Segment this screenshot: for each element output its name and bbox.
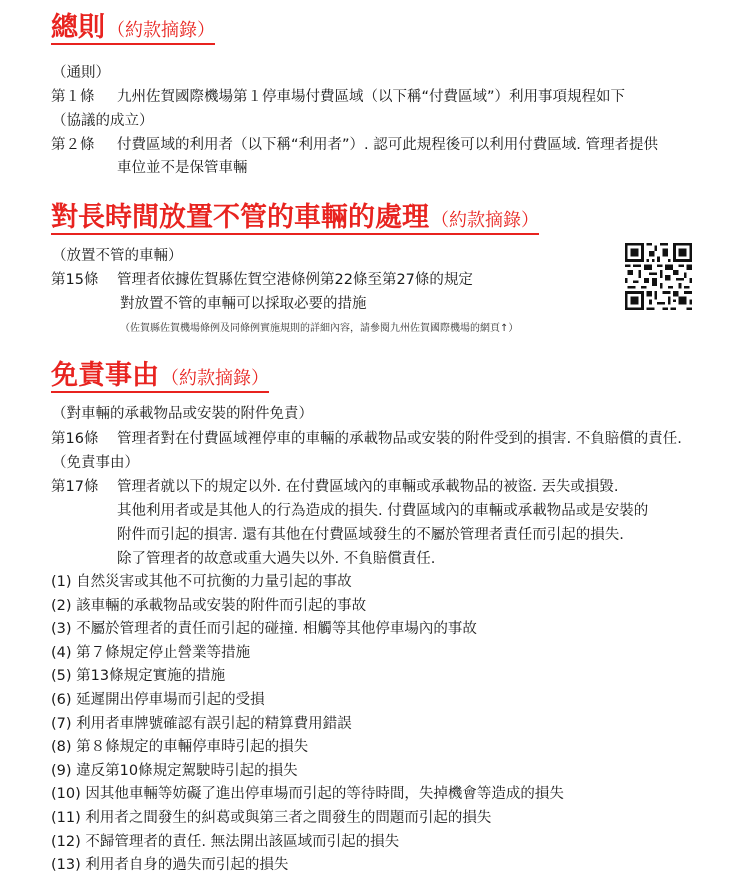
section-heading-abandoned-vehicles [51, 204, 539, 235]
article-continuation: 其他利用者或是其他人的行為造成的損失. 付費區域內的車輛或承載物品或是安裝的 [117, 503, 649, 519]
exemption-item: (1) 自然災害或其他不可抗衡的力量引起的事故 [51, 574, 352, 590]
exemption-item: (10) 因其他車輛等妨礙了進出停車場而引起的等待時間，失掉機會等造成的損失 [51, 786, 564, 803]
article-continuation: 附件而引起的損害. 還有其他在付費區域發生的不屬於管理者責任而引起的損失. [117, 527, 624, 543]
article-number: 第16條 [51, 431, 99, 447]
article-continuation: 車位並不是保管車輛 [117, 160, 248, 176]
exemption-item: (7) 利用者車牌號確認有誤引起的精算費用錯誤 [51, 715, 352, 732]
category-label: （放置不管的車輛） [52, 248, 183, 264]
article-text: 管理者對在付費區域裡停車的車輛的承載物品或安裝的附件受到的損害. 不負賠償的責任. [117, 431, 682, 447]
section-title: 免責事由 [51, 360, 159, 391]
category-label: （協議的成立） [52, 113, 154, 129]
exemption-item: (11) 利用者之間發生的糾葛或與第三者之間發生的問題而引起的損失 [51, 810, 492, 826]
exemption-item: (8) 第８條規定的車輛停車時引起的損失 [51, 739, 309, 756]
article-number: 第17條 [51, 479, 99, 495]
category-label: （對車輛的承載物品或安裝的附件免責） [52, 406, 313, 422]
category-label: （免責事由） [52, 455, 139, 471]
article-number: 第１條 [51, 89, 95, 105]
exemption-item: (6) 延遲開出停車場而引起的受損 [51, 692, 265, 708]
exemption-item: (3) 不屬於管理者的責任而引起的碰撞. 相觸等其他停車場內的事故 [51, 621, 477, 638]
exemption-item: (9) 違反第10條規定駕駛時引起的損失 [51, 762, 298, 779]
article-1 [51, 87, 741, 107]
section-subtitle: （約款摘錄） [431, 210, 539, 231]
article-number: 第２條 [51, 137, 95, 153]
section-title: 對長時間放置不管的車輛的處理 [51, 202, 429, 233]
exemption-item: (4) 第７條規定停止營業等措施 [51, 644, 251, 661]
exemption-item: (12) 不歸管理者的責任. 無法開出該區域而引起的損失 [51, 833, 400, 850]
article-continuation: 除了管理者的故意或重大過失以外. 不負賠償責任. [117, 551, 436, 567]
section-title: 總則 [51, 12, 105, 43]
article-number: 第15條 [51, 272, 99, 288]
article-17 [51, 477, 741, 497]
article-continuation: 對放置不管的車輛可以採取必要的措施 [120, 296, 367, 312]
section-heading-exemptions [51, 362, 269, 393]
article-text: 管理者依據佐賀縣佐賀空港條例第22條至第27條的規定 [117, 272, 473, 288]
section-subtitle: （約款摘錄） [161, 368, 269, 389]
category-label: （通則） [52, 65, 110, 81]
article-text: 管理者就以下的規定以外. 在付費區域內的車輛或承載物品的被盜. 丟失或損毀. [117, 479, 619, 495]
article-2 [51, 135, 741, 155]
article-16 [51, 429, 741, 449]
exemption-item: (2) 該車輛的承載物品或安裝的附件而引起的事故 [51, 597, 367, 614]
reference-note: （佐賀縣佐賀機場條例及同條例實施規則的詳細內容，請參閱九州佐賀國際機場的網頁↑） [120, 323, 519, 334]
article-text: 付費區域的利用者（以下稱“利用者”）. 認可此規程後可以利用付費區域. 管理者提供 [117, 137, 658, 153]
exemption-item: (5) 第13條規定實施的措施 [51, 668, 226, 685]
section-subtitle: （約款摘錄） [107, 20, 215, 41]
article-text: 九州佐賀國際機場第１停車場付費區域（以下稱“付費區域”）利用事項規程如下 [117, 89, 626, 105]
qr-code-icon[interactable] [625, 243, 692, 310]
exemption-item: (13) 利用者自身的過失而引起的損失 [51, 857, 289, 874]
section-heading-general [51, 14, 215, 45]
